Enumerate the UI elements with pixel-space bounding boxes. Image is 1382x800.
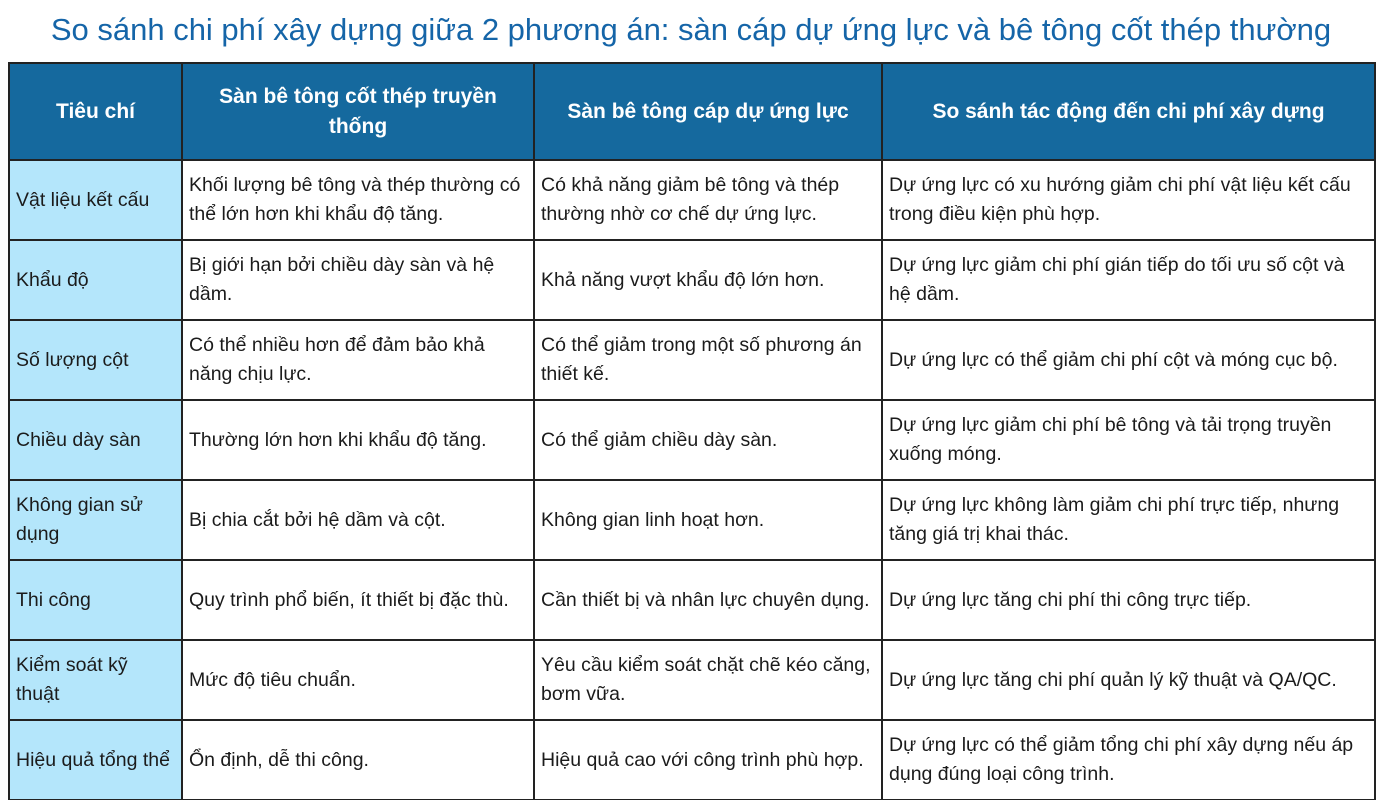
header-row (9, 63, 1375, 160)
criterion-cell: Kiểm soát kỹ thuật (9, 640, 182, 720)
traditional-cell: Khối lượng bê tông và thép thường có thể lớn hơn khi khẩu độ tăng. (182, 160, 534, 240)
prestressed-cell: Hiệu quả cao với công trình phù hợp. (534, 720, 882, 800)
impact-cell: Dự ứng lực có thể giảm chi phí cột và móng cục bộ. (882, 320, 1375, 400)
impact-cell: Dự ứng lực có thể giảm tổng chi phí xây dựng nếu áp dụng đúng loại công trình. (882, 720, 1375, 800)
criterion-cell: Không gian sử dụng (9, 480, 182, 560)
traditional-cell: Quy trình phổ biến, ít thiết bị đặc thù. (182, 560, 534, 640)
impact-cell: Dự ứng lực giảm chi phí gián tiếp do tối ưu số cột và hệ dầm. (882, 240, 1375, 320)
header-cost-impact: So sánh tác động đến chi phí xây dựng (882, 63, 1375, 160)
prestressed-cell: Cần thiết bị và nhân lực chuyên dụng. (534, 560, 882, 640)
table-row (9, 720, 1375, 800)
criterion-cell: Số lượng cột (9, 320, 182, 400)
page-title: So sánh chi phí xây dựng giữa 2 phương án: sàn cáp dự ứng lực và bê tông cốt thép thường (50, 12, 1332, 47)
criterion-cell: Thi công (9, 560, 182, 640)
impact-cell: Dự ứng lực giảm chi phí bê tông và tải trọng truyền xuống móng. (882, 400, 1375, 480)
table-row (9, 240, 1375, 320)
criterion-cell: Vật liệu kết cấu (9, 160, 182, 240)
table-row (9, 320, 1375, 400)
traditional-cell: Ổn định, dễ thi công. (182, 720, 534, 800)
traditional-cell: Có thể nhiều hơn để đảm bảo khả năng chịu lực. (182, 320, 534, 400)
header-traditional-slab: Sàn bê tông cốt thép truyền thống (182, 63, 534, 160)
comparison-table (8, 62, 1376, 800)
table-row (9, 640, 1375, 720)
header-criteria: Tiêu chí (9, 63, 182, 160)
header-prestressed-slab: Sàn bê tông cáp dự ứng lực (534, 63, 882, 160)
table-row (9, 480, 1375, 560)
traditional-cell: Bị chia cắt bởi hệ dầm và cột. (182, 480, 534, 560)
criterion-cell: Hiệu quả tổng thể (9, 720, 182, 800)
table-body (9, 160, 1375, 800)
criterion-cell: Chiều dày sàn (9, 400, 182, 480)
impact-cell: Dự ứng lực có xu hướng giảm chi phí vật liệu kết cấu trong điều kiện phù hợp. (882, 160, 1375, 240)
traditional-cell: Bị giới hạn bởi chiều dày sàn và hệ dầm. (182, 240, 534, 320)
traditional-cell: Thường lớn hơn khi khẩu độ tăng. (182, 400, 534, 480)
prestressed-cell: Yêu cầu kiểm soát chặt chẽ kéo căng, bơm vữa. (534, 640, 882, 720)
criterion-cell: Khẩu độ (9, 240, 182, 320)
impact-cell: Dự ứng lực tăng chi phí thi công trực tiếp. (882, 560, 1375, 640)
table-row (9, 560, 1375, 640)
traditional-cell: Mức độ tiêu chuẩn. (182, 640, 534, 720)
impact-cell: Dự ứng lực tăng chi phí quản lý kỹ thuật và QA/QC. (882, 640, 1375, 720)
prestressed-cell: Không gian linh hoạt hơn. (534, 480, 882, 560)
prestressed-cell: Có thể giảm trong một số phương án thiết kế. (534, 320, 882, 400)
table-row (9, 400, 1375, 480)
prestressed-cell: Khả năng vượt khẩu độ lớn hơn. (534, 240, 882, 320)
impact-cell: Dự ứng lực không làm giảm chi phí trực tiếp, nhưng tăng giá trị khai thác. (882, 480, 1375, 560)
prestressed-cell: Có khả năng giảm bê tông và thép thường nhờ cơ chế dự ứng lực. (534, 160, 882, 240)
prestressed-cell: Có thể giảm chiều dày sàn. (534, 400, 882, 480)
table-header (9, 63, 1375, 160)
table-row (9, 160, 1375, 240)
